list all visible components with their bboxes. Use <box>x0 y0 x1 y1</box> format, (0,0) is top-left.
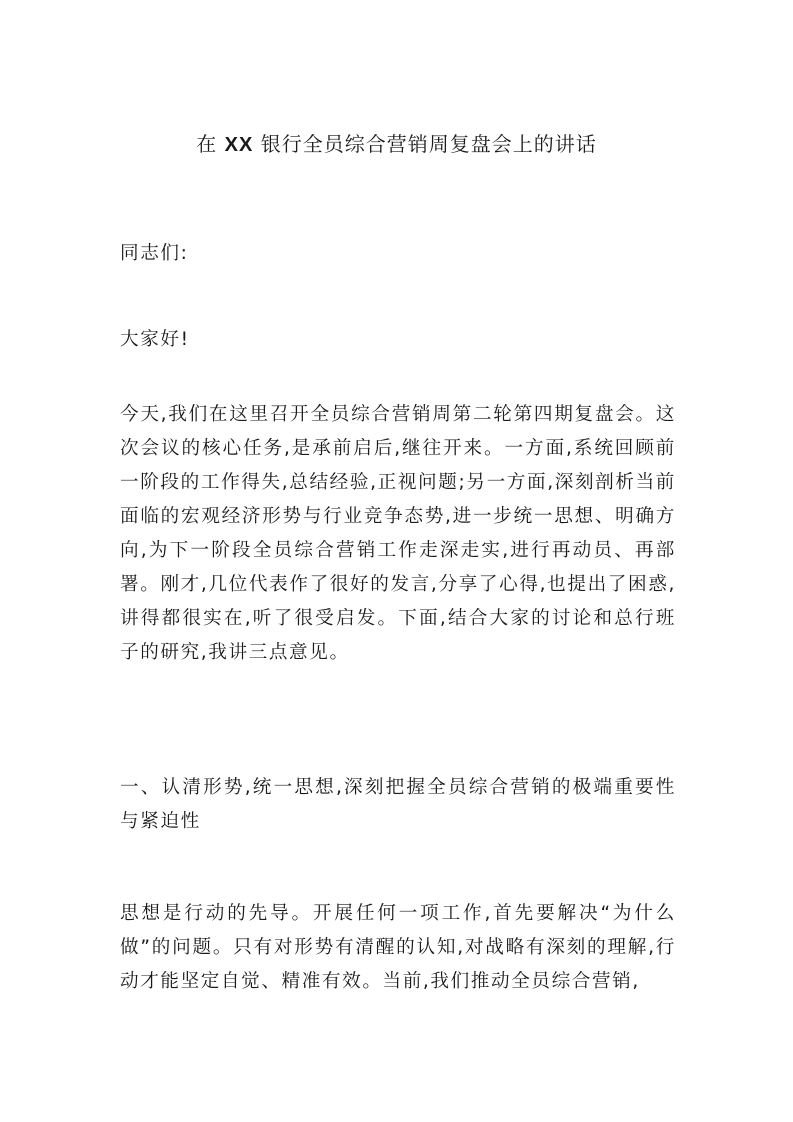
section1-heading: 一、认清形势,统一思想,深刻把握全员综合营销的极端重要性与紧迫性 <box>120 777 676 832</box>
document-title <box>0 128 793 157</box>
title-bold: XX <box>224 134 254 156</box>
title-suffix: 银行全员综合营销周复盘会上的讲话 <box>260 132 597 156</box>
title-prefix: 在 <box>196 132 218 156</box>
hello-paragraph: 大家好! <box>120 329 190 350</box>
intro-paragraph: 今天,我们在这里召开全员综合营销周第二轮第四期复盘会。这次会议的核心任务,是承前启后,继往开来。一方面,系统回顾前一阶段的工作得失,总结经验,正视问题;另一方面,深刻剖析当前面临的宏观经济形势与行业竞争态势,进一步统一思想、明确方向,为下一阶段全员综合营销工作走深走实,进行再动员、再部署。刚才,几位代表作了很好的发言,分享了心得,也提出了困惑,讲得都很实在,听了很受启发。下面,结合大家的讨论和总行班子的研究,我讲三点意见。 <box>120 404 676 663</box>
section1-body: 思想是行动的先导。开展任何一项工作,首先要解决“为什么做”的问题。只有对形势有清醒的认知,对战略有深刻的理解,行动才能坚定自觉、精准有效。当前,我们推动全员综合营销, <box>120 903 676 992</box>
greeting-paragraph: 同志们: <box>120 243 189 264</box>
